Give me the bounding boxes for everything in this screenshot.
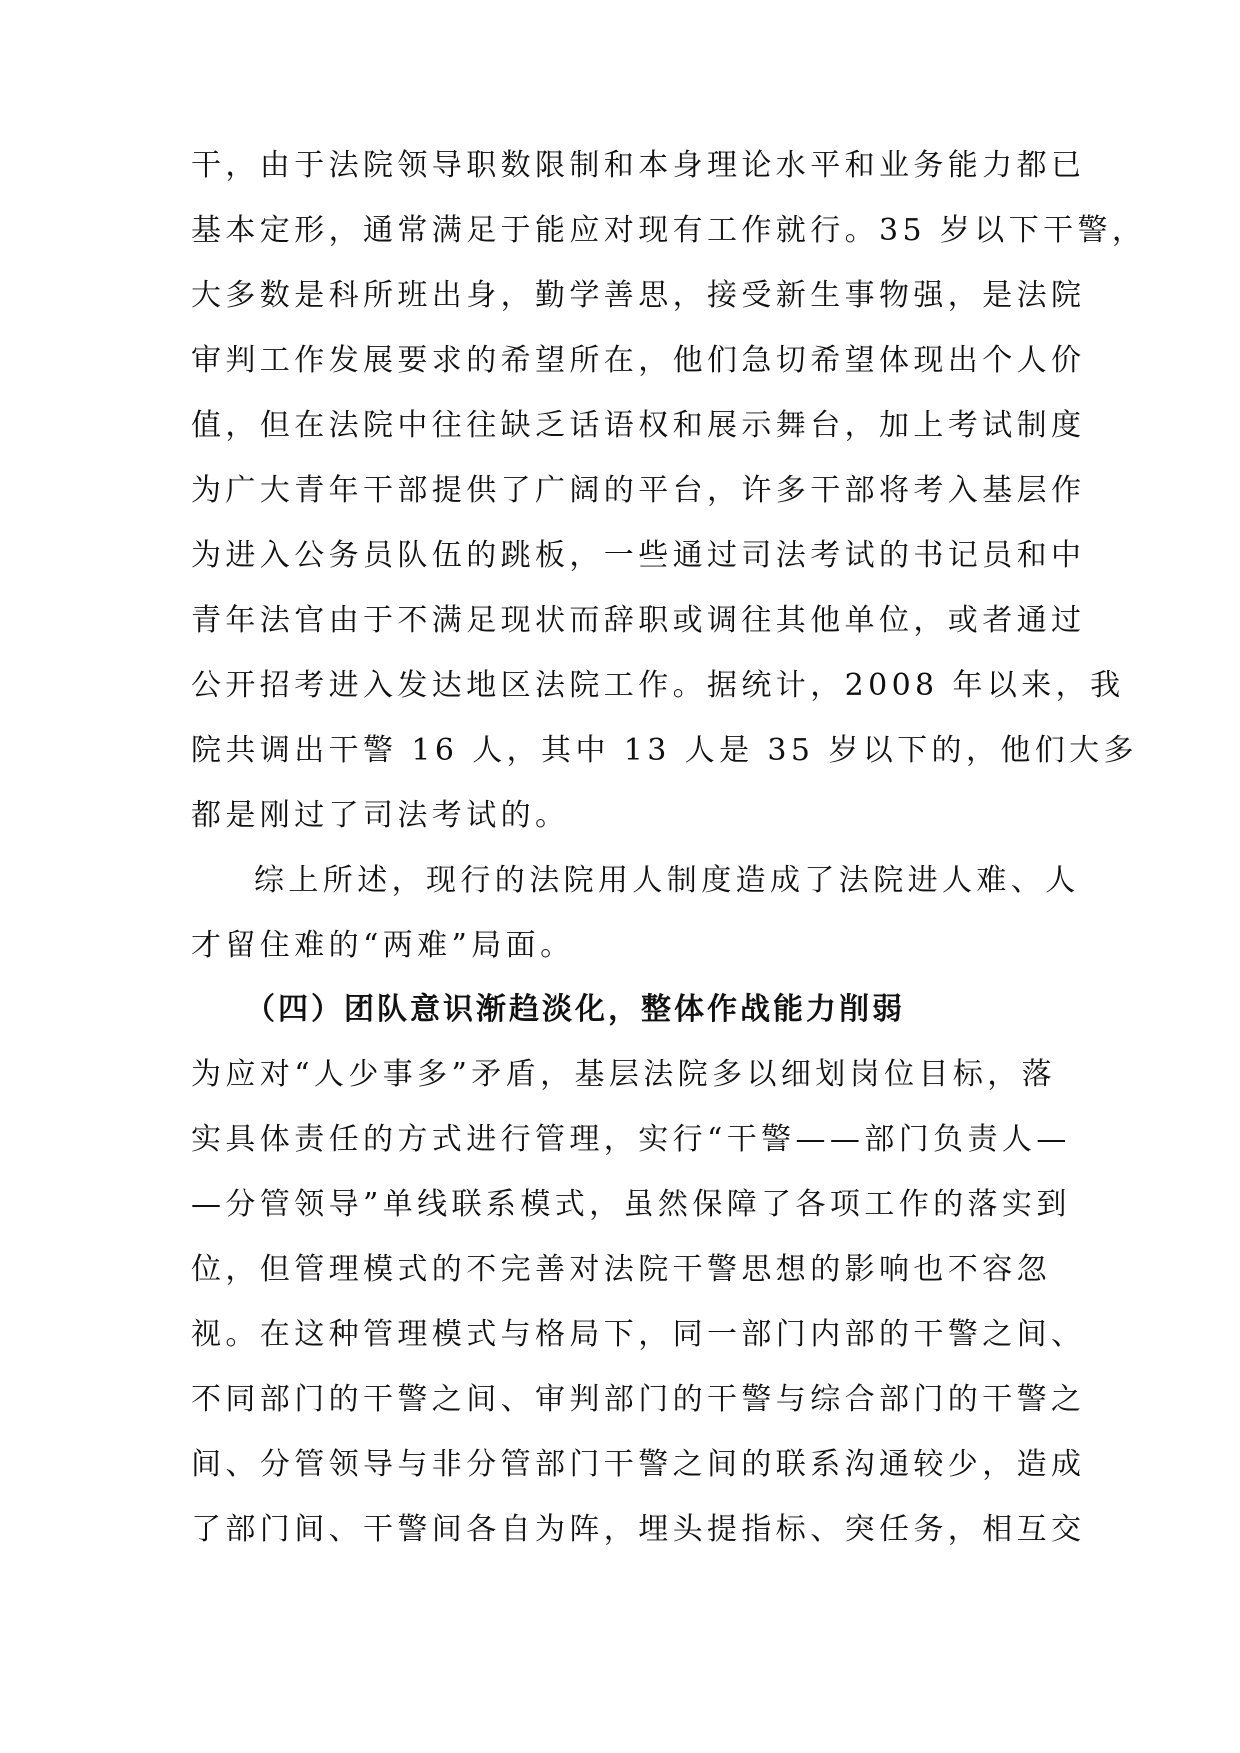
text-line-21: 间、分管领导与非分管部门干警之间的联系沟通较少，造成 — [191, 1447, 1086, 1482]
text-line-18: 位，但管理模式的不完善对法院干警思想的影响也不容忽 — [191, 1252, 1051, 1287]
text-line-20: 不同部门的干警之间、审判部门的干警与综合部门的干警之 — [191, 1382, 1086, 1417]
text-line-6: 为广大青年干部提供了广阔的平台，许多干部将考入基层作 — [191, 473, 1086, 508]
paragraph-summary-line-2: 才留住难的“两难”局面。 — [191, 928, 575, 963]
text-line-17: —分管领导”单线联系模式，虽然保障了各项工作的落实到 — [191, 1187, 1071, 1222]
text-line-3: 大多数是科所班出身，勤学善思，接受新生事物强，是法院 — [191, 278, 1086, 313]
text-line-16: 实具体责任的方式进行管理，实行“干警——部门负责人— — [191, 1122, 1071, 1157]
text-line-15: 为应对“人少事多”矛盾，基层法院多以细划岗位目标，落 — [191, 1057, 1057, 1092]
text-line-11: 都是刚过了司法考试的。 — [191, 798, 570, 833]
text-line-2: 基本定形，通常满足于能应对现有工作就行。35 岁以下干警， — [191, 213, 1147, 248]
text-line-9: 公开招考进入发达地区法院工作。据统计，2008 年以来，我 — [191, 668, 1125, 703]
section-heading: （四）团队意识渐趋淡化，整体作战能力削弱 — [245, 992, 905, 1027]
text-line-8: 青年法官由于不满足现状而辞职或调往其他单位，或者通过 — [191, 603, 1086, 638]
text-line-10: 院共调出干警 16 人，其中 13 人是 35 岁以下的，他们大多 — [191, 733, 1138, 768]
text-line-5: 值，但在法院中往往缺乏话语权和展示舞台，加上考试制度 — [191, 408, 1086, 443]
text-line-22: 了部门间、干警间各自为阵，埋头提指标、突任务，相互交 — [191, 1512, 1086, 1547]
text-line-19: 视。在这种管理模式与格局下，同一部门内部的干警之间、 — [191, 1317, 1086, 1352]
paragraph-summary-line-1: 综上所述，现行的法院用人制度造成了法院进人难、人 — [254, 863, 1080, 898]
text-line-7: 为进入公务员队伍的跳板，一些通过司法考试的书记员和中 — [191, 538, 1086, 573]
text-line-1: 干，由于法院领导职数限制和本身理论水平和业务能力都已 — [191, 148, 1086, 183]
text-line-4: 审判工作发展要求的希望所在，他们急切希望体现出个人价 — [191, 343, 1086, 378]
